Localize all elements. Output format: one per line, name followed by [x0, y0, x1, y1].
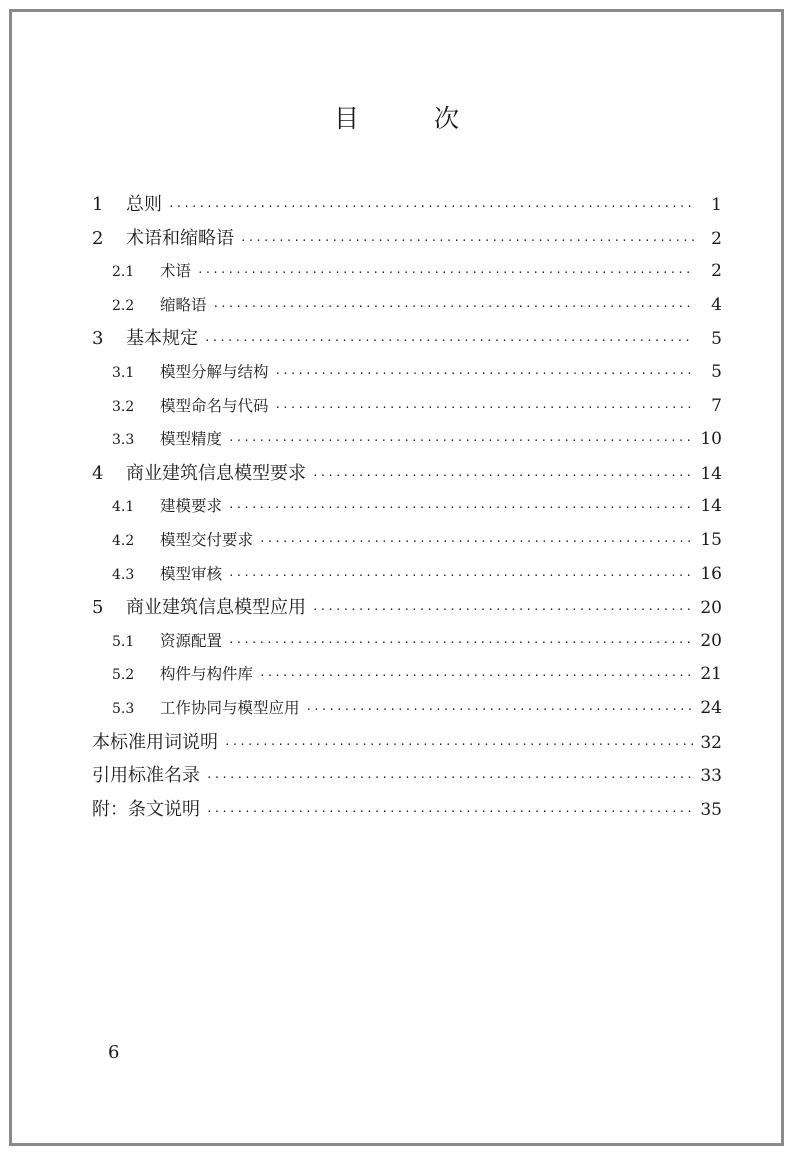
toc-entry[interactable] — [92, 289, 722, 323]
toc-entry-title: 模型交付要求 — [160, 530, 254, 549]
toc-entry[interactable] — [92, 390, 722, 424]
toc-entry-title: 附：条文说明 — [92, 798, 200, 820]
toc-entry-page: 16 — [700, 563, 722, 584]
toc-dot-leader — [213, 290, 694, 323]
toc-entry[interactable] — [92, 558, 722, 592]
toc-entry[interactable] — [92, 457, 722, 491]
toc-entry[interactable] — [92, 793, 722, 827]
toc-entry[interactable] — [92, 490, 722, 524]
toc-entry-page: 20 — [700, 598, 722, 619]
toc-entry-title: 缩略语 — [160, 295, 207, 314]
toc-entry-page: 35 — [700, 799, 722, 820]
toc-dot-leader — [228, 559, 694, 592]
toc-entry-title: 模型审核 — [160, 564, 223, 583]
toc-entry-number: 5 — [92, 597, 104, 619]
toc-dot-leader — [312, 593, 694, 625]
toc-entry-title: 引用标准名录 — [92, 765, 200, 787]
toc-entry-number: 2.2 — [112, 297, 135, 314]
page-number: 6 — [108, 1042, 120, 1063]
toc-entry[interactable] — [92, 591, 722, 625]
toc-entry-page: 2 — [711, 228, 722, 249]
toc-entry-page: 14 — [700, 463, 722, 484]
toc-dot-leader — [168, 190, 694, 222]
toc-list — [92, 188, 722, 826]
toc-entry-title: 商业建筑信息模型应用 — [126, 597, 306, 619]
toc-entry-page: 10 — [700, 429, 722, 450]
toc-entry[interactable] — [92, 356, 722, 390]
toc-dot-leader — [206, 795, 694, 827]
toc-entry-number: 5.2 — [112, 667, 135, 684]
toc-dot-leader — [259, 525, 694, 558]
toc-title: 目 次 — [333, 104, 459, 133]
toc-entry-title: 总则 — [126, 194, 162, 215]
toc-entry[interactable] — [92, 726, 722, 760]
toc-entry[interactable] — [92, 658, 722, 692]
toc-entry-page: 32 — [700, 732, 722, 753]
toc-entry[interactable] — [92, 625, 722, 659]
toc-entry-number: 3 — [92, 328, 104, 350]
toc-entry-title: 模型精度 — [160, 430, 223, 449]
toc-dot-leader — [197, 256, 694, 289]
toc-entry-number: 4.2 — [112, 532, 135, 549]
toc-entry[interactable] — [92, 322, 722, 356]
toc-entry-number: 3.2 — [112, 398, 135, 415]
toc-entry-number: 3.1 — [112, 364, 135, 381]
toc-entry-title: 建模要求 — [160, 497, 223, 516]
toc-entry-title: 本标准用词说明 — [92, 731, 218, 753]
toc-entry-number: 4.1 — [112, 499, 135, 516]
toc-entry-page: 15 — [700, 529, 722, 550]
toc-entry-page: 24 — [700, 697, 722, 718]
toc-entry-title: 模型分解与结构 — [160, 362, 269, 381]
toc-entry-number: 4.3 — [112, 566, 135, 583]
toc-dot-leader — [306, 693, 694, 726]
toc-dot-leader — [259, 659, 694, 692]
toc-entry-page: 1 — [711, 195, 722, 215]
toc-entry[interactable] — [92, 255, 722, 289]
toc-dot-leader — [228, 626, 694, 659]
toc-dot-leader — [228, 424, 694, 457]
toc-entry-page: 21 — [700, 664, 722, 685]
toc-dot-leader — [275, 357, 694, 390]
toc-entry-page: 33 — [700, 766, 722, 787]
toc-dot-leader — [312, 459, 694, 491]
toc-entry-page: 20 — [700, 630, 722, 651]
toc-entry-title: 基本规定 — [126, 328, 198, 350]
toc-entry-title: 商业建筑信息模型要求 — [126, 462, 306, 484]
toc-entry[interactable] — [92, 692, 722, 726]
toc-entry-title: 术语和缩略语 — [126, 227, 234, 249]
toc-entry-title: 模型命名与代码 — [160, 396, 269, 415]
toc-entry-number: 1 — [92, 194, 104, 215]
page-frame — [9, 9, 784, 1146]
toc-entry-page: 4 — [711, 294, 722, 315]
toc-entry[interactable] — [92, 222, 722, 256]
toc-entry-number: 2.1 — [112, 264, 135, 281]
toc-dot-leader — [275, 391, 694, 424]
toc-entry-page: 14 — [700, 496, 722, 517]
toc-entry[interactable] — [92, 524, 722, 558]
toc-entry-title: 资源配置 — [160, 631, 223, 650]
toc-entry[interactable] — [92, 759, 722, 793]
toc-entry-number: 5.3 — [112, 700, 135, 717]
toc-entry-page: 2 — [711, 261, 722, 282]
toc-dot-leader — [206, 761, 694, 793]
toc-entry-number: 2 — [92, 227, 104, 249]
toc-entry[interactable] — [92, 423, 722, 457]
toc-entry-page: 7 — [711, 395, 722, 416]
toc-entry-title: 术语 — [160, 262, 192, 281]
toc-entry-page: 5 — [711, 361, 722, 382]
toc-dot-leader — [228, 491, 694, 524]
toc-entry-page: 5 — [711, 329, 722, 350]
toc-dot-leader — [204, 324, 694, 356]
toc-entry-number: 5.1 — [112, 633, 135, 650]
toc-entry-title: 构件与构件库 — [160, 665, 254, 684]
toc-entry-number: 3.3 — [112, 432, 135, 449]
toc-entry-title: 工作协同与模型应用 — [160, 698, 300, 717]
toc-entry[interactable] — [92, 188, 722, 222]
toc-entry-number: 4 — [92, 462, 104, 484]
toc-dot-leader — [224, 728, 694, 760]
toc-dot-leader — [240, 224, 694, 256]
